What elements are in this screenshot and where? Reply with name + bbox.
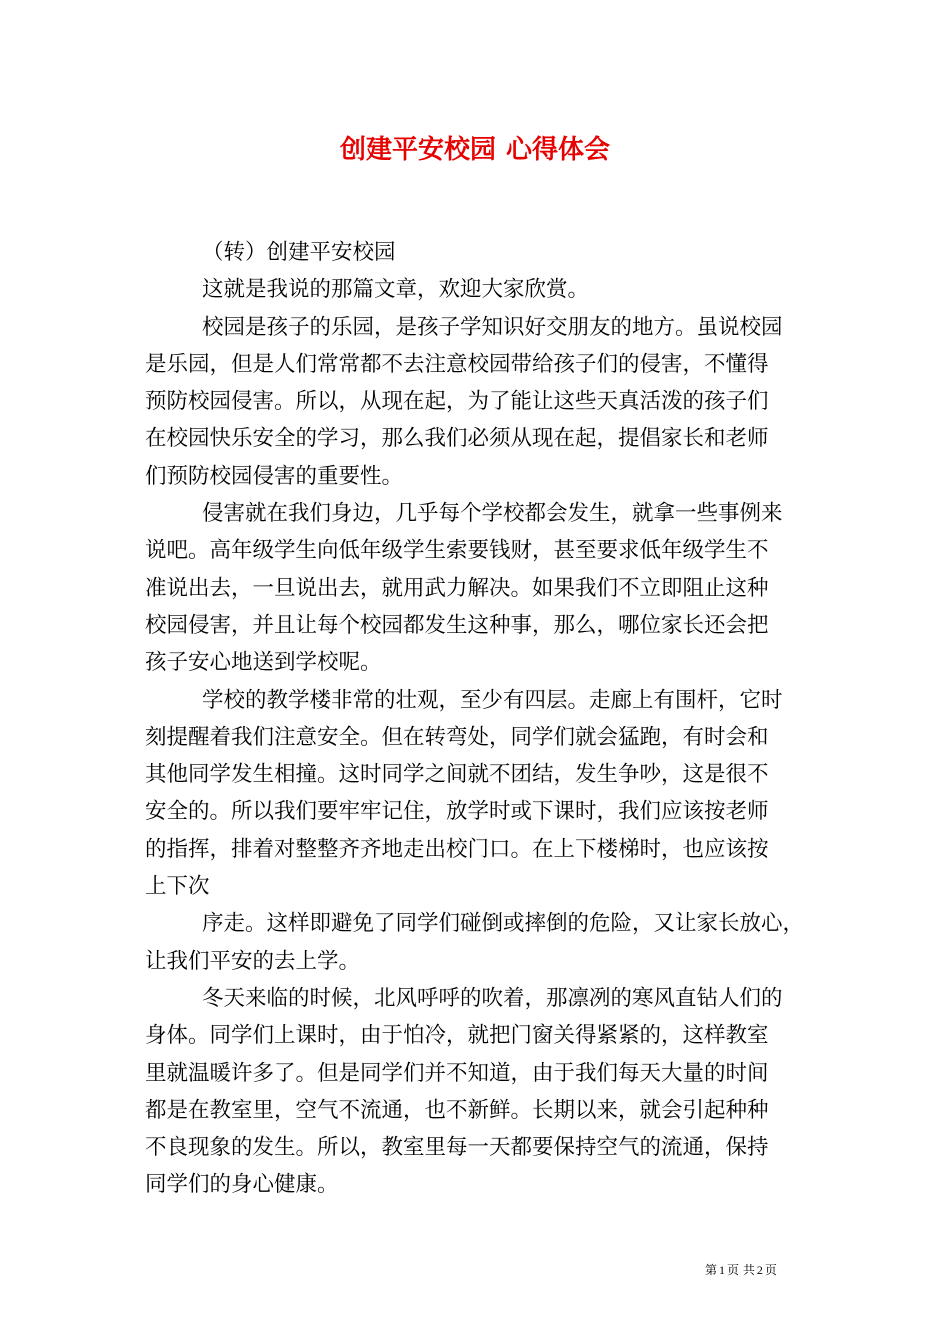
text-line: 里就温暖许多了。但是同学们并不知道，由于我们每天大量的时间: [145, 1060, 769, 1086]
text-line: 校园侵害，并且让每个校园都发生这种事，那么，哪位家长还会把: [145, 612, 769, 638]
text-line: 其他同学发生相撞。这时同学之间就不团结，发生争吵，这是很不: [145, 762, 769, 788]
text-line: 是乐园，但是人们常常都不去注意校园带给孩子们的侵害，不懂得: [145, 351, 769, 377]
text-line: 说吧。高年级学生向低年级学生索要钱财，甚至要求低年级学生不: [145, 538, 769, 564]
text-line: 这就是我说的那篇文章，欢迎大家欣赏。: [202, 277, 590, 303]
text-line: 预防校园侵害。所以，从现在起，为了能让这些天真活泼的孩子们: [145, 389, 769, 415]
footer-page-number: 1: [719, 1263, 726, 1277]
text-line: 的指挥，排着对整整齐齐地走出校门口。在上下楼梯时，也应该按: [145, 836, 769, 862]
text-line: 孩子安心地送到学校呢。: [145, 650, 382, 676]
title-part-1: 创建平安校园: [339, 135, 496, 165]
text-line: 在校园快乐安全的学习，那么我们必须从现在起，提倡家长和老师: [145, 426, 769, 452]
document-title: [0, 132, 950, 168]
text-line: （转）创建平安校园: [202, 240, 396, 265]
text-line: 身体。同学们上课时，由于怕冷，就把门窗关得紧紧的，这样教室: [145, 1023, 769, 1049]
page-footer: [705, 1262, 777, 1278]
text-line: 刻提醒着我们注意安全。但在转弯处，同学们就会猛跑，有时会和: [145, 724, 769, 750]
text-line: 学校的教学楼非常的壮观，至少有四层。走廊上有围杆，它时: [202, 687, 783, 713]
text-line: 们预防校园侵害的重要性。: [145, 463, 404, 489]
footer-total-pages: 2: [756, 1263, 763, 1277]
text-line: 安全的。所以我们要牢牢记住，放学时或下课时，我们应该按老师: [145, 799, 769, 825]
footer-middle: 页 共: [727, 1263, 755, 1277]
footer-suffix: 页: [764, 1263, 777, 1277]
text-line: 同学们的身心健康。: [145, 1172, 339, 1198]
text-line: 序走。这样即避免了同学们碰倒或摔倒的危险，又让家长放心，: [202, 911, 805, 937]
text-line: 侵害就在我们身边，几乎每个学校都会发生，就拿一些事例来: [202, 501, 783, 527]
document-body: [145, 234, 810, 1204]
footer-prefix: 第: [705, 1263, 718, 1277]
text-line: 不良现象的发生。所以，教室里每一天都要保持空气的流通，保持: [145, 1135, 769, 1161]
text-line: 让我们平安的去上学。: [145, 948, 361, 974]
text-line: 都是在教室里，空气不流通，也不新鲜。长期以来，就会引起种种: [145, 1097, 769, 1123]
text-line: 校园是孩子的乐园，是孩子学知识好交朋友的地方。虽说校园: [202, 314, 783, 340]
text-line: 准说出去，一旦说出去，就用武力解决。如果我们不立即阻止这种: [145, 575, 769, 601]
text-line: 上下次: [145, 874, 210, 900]
text-line: 冬天来临的时候，北风呼呼的吹着，那凛冽的寒风直钻人们的: [202, 985, 783, 1011]
title-part-2: 心得体会: [506, 135, 611, 165]
